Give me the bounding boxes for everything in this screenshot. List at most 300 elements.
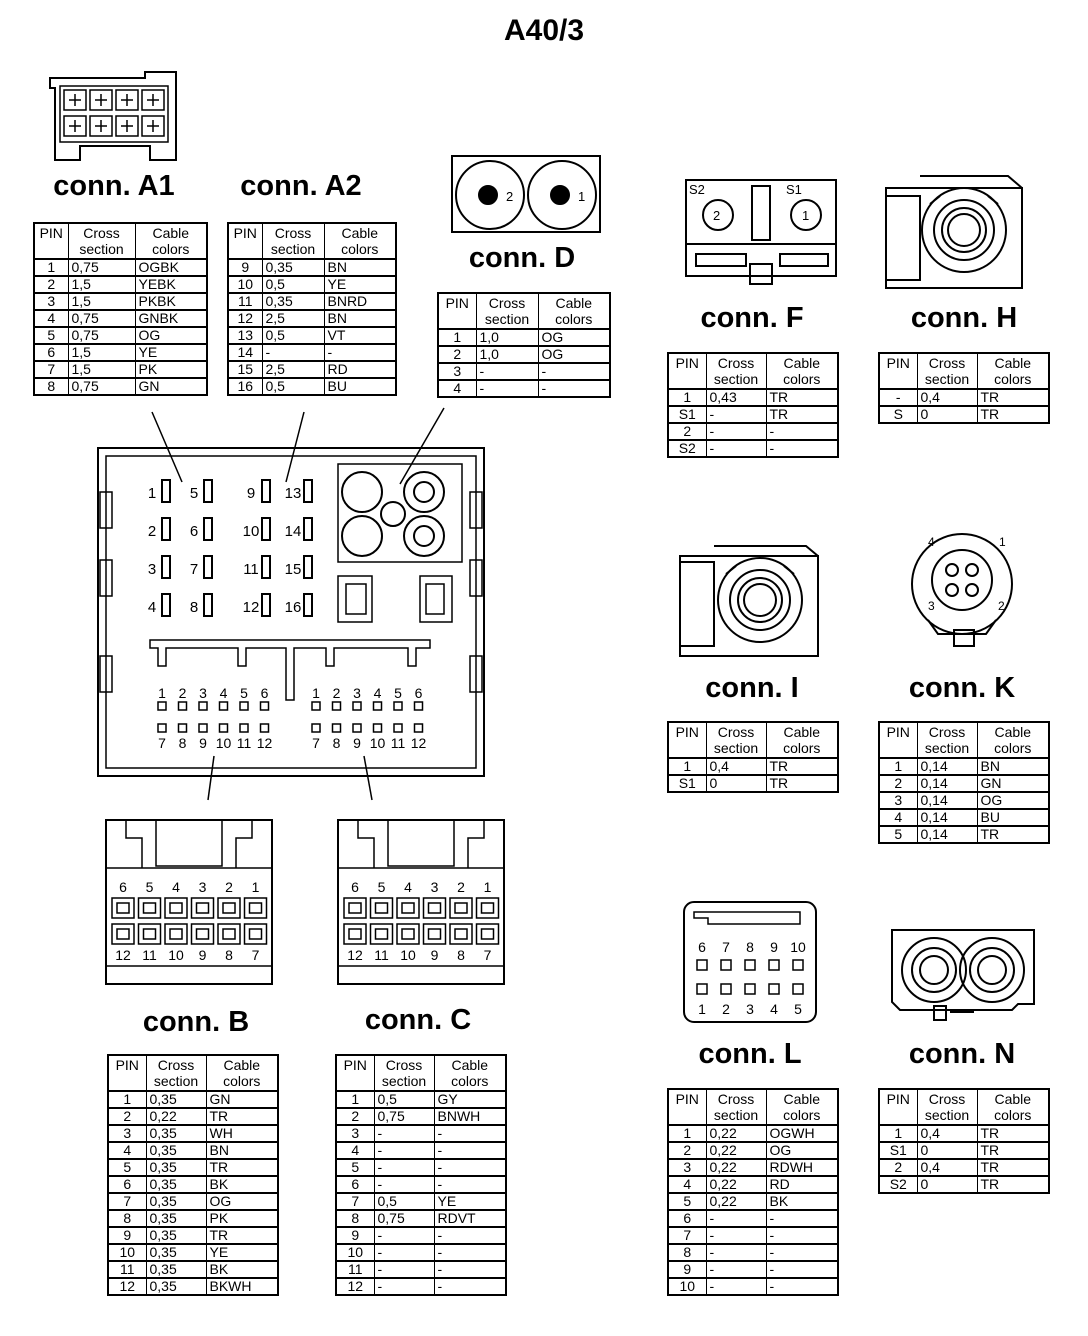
pin-cell: 10 <box>668 1278 706 1295</box>
cross-section-cell: 2,5 <box>262 361 324 378</box>
cross-section-cell: - <box>476 363 538 380</box>
cable-colors-header <box>766 722 838 758</box>
conn-f-pin-label: S2 <box>689 182 705 197</box>
pin-header-text: PIN <box>886 724 910 740</box>
conn-c-cavity <box>397 898 419 918</box>
pin-cell: 14 <box>228 344 262 361</box>
colors-header-line1: Cable <box>223 1057 261 1073</box>
cross-section-cell: 0,35 <box>262 259 324 276</box>
conn-c-pin-label: 12 <box>347 947 363 963</box>
pin-header <box>336 1055 374 1091</box>
main-small-contact <box>353 702 361 710</box>
pin-header <box>668 1089 706 1125</box>
conn-b-cavity <box>112 924 134 944</box>
conn-l-contact <box>793 960 803 970</box>
pin-header-text: PIN <box>886 355 910 371</box>
pin-cell: 7 <box>336 1193 374 1210</box>
cable-color-cell: BNRD <box>324 293 396 310</box>
cross-header-line1: Cross <box>83 225 120 241</box>
cross-section-cell: 0,5 <box>262 276 324 293</box>
pin-cell: 11 <box>228 293 262 310</box>
cross-section-cell: 0,75 <box>374 1108 434 1125</box>
main-pin-label: 7 <box>189 561 199 578</box>
table-row <box>879 809 1049 826</box>
pin-cell: 9 <box>668 1261 706 1278</box>
table-row <box>34 293 207 310</box>
conn-c-pin-label: 9 <box>430 947 439 963</box>
cross-section-cell: 0,5 <box>374 1193 434 1210</box>
conn-l-contact <box>769 960 779 970</box>
colors-header-line1: Cable <box>152 225 190 241</box>
cross-header-line1: Cross <box>928 355 966 371</box>
cable-color-cell: - <box>434 1176 506 1193</box>
pin-cell: 3 <box>108 1125 146 1142</box>
main-small-contact <box>220 702 228 710</box>
pin-header-text: PIN <box>343 1057 367 1073</box>
conn-b-c-drawings <box>106 820 504 984</box>
main-pin-slot <box>304 594 312 616</box>
cross-section-cell: 1,5 <box>68 361 135 378</box>
conn-b-cavity <box>192 924 214 944</box>
pin-cell: 2 <box>879 1159 917 1176</box>
conn-k-drawing <box>912 534 1012 646</box>
table-row <box>879 1125 1049 1142</box>
cable-colors-header <box>977 1089 1049 1125</box>
table-row <box>108 1278 278 1295</box>
pin-cell: 4 <box>336 1142 374 1159</box>
pin-cell: 15 <box>228 361 262 378</box>
table-row <box>668 406 838 423</box>
cable-color-cell: - <box>434 1142 506 1159</box>
conn-i-title: conn. I <box>705 672 799 704</box>
cable-color-cell: BU <box>977 809 1049 826</box>
pin-cell: 12 <box>336 1278 374 1295</box>
table-row <box>108 1261 278 1278</box>
colors-header-line2: colors <box>783 371 821 387</box>
conn-c-cavity <box>371 898 393 918</box>
conn-c-cavity <box>450 898 472 918</box>
colors-header-line2: colors <box>994 740 1032 756</box>
cable-colors-header <box>766 1089 838 1125</box>
main-small-pin-label: 11 <box>236 735 252 751</box>
pin-cell: 4 <box>108 1142 146 1159</box>
pin-cell: 8 <box>34 378 68 395</box>
main-pin-label: 14 <box>284 523 302 540</box>
pin-header-text: PIN <box>675 1091 699 1107</box>
pin-cell: - <box>879 389 917 406</box>
pin-header <box>879 722 917 758</box>
pin-cell: 9 <box>228 259 262 276</box>
pin-header-text: PIN <box>675 724 699 740</box>
cross-header-line1: Cross <box>157 1057 195 1073</box>
main-small-contact <box>312 724 320 732</box>
table-row <box>438 346 610 363</box>
cross-section-cell: 0,75 <box>68 378 135 395</box>
conn-c-cavity <box>344 924 366 944</box>
cable-colors-header <box>206 1055 278 1091</box>
conn-b-pin-label: 6 <box>119 879 127 895</box>
cross-section-cell: - <box>476 380 538 397</box>
conn-i-pin-table <box>667 721 839 793</box>
table-row <box>108 1091 278 1108</box>
cross-section-cell: 0,35 <box>146 1244 206 1261</box>
table-row <box>108 1244 278 1261</box>
cable-color-cell: - <box>434 1227 506 1244</box>
main-pin-slot <box>304 556 312 578</box>
table-row <box>879 758 1049 775</box>
cross-header-line1: Cross <box>928 1091 966 1107</box>
conn-l-contact <box>721 960 731 970</box>
main-small-contact <box>394 724 402 732</box>
cross-section-cell: - <box>706 440 766 457</box>
cross-section-cell: 0,35 <box>146 1193 206 1210</box>
colors-header-line2: colors <box>555 311 593 327</box>
main-small-pin-label: 7 <box>312 735 320 751</box>
table-row <box>34 344 207 361</box>
table-row <box>438 363 610 380</box>
conn-b-cavity <box>218 924 240 944</box>
main-small-pin-label: 10 <box>215 735 232 751</box>
conn-l-pin-label: 8 <box>746 939 754 955</box>
colors-header-line1: Cable <box>994 724 1032 740</box>
cable-colors-header <box>434 1055 506 1091</box>
cable-color-cell: GN <box>206 1091 278 1108</box>
pin-cell: 12 <box>228 310 262 327</box>
pin-cell: 2 <box>668 1142 706 1159</box>
cross-header-line2: section <box>153 1073 199 1089</box>
cross-header-line2: section <box>924 371 970 387</box>
main-small-pin-label: 4 <box>219 685 228 701</box>
cable-color-cell: BU <box>324 378 396 395</box>
conn-f-title: conn. F <box>700 302 804 334</box>
pin-header <box>438 293 476 329</box>
cable-color-cell: - <box>538 380 610 397</box>
cable-color-cell: BK <box>206 1176 278 1193</box>
cable-color-cell: - <box>324 344 396 361</box>
conn-f-pin-label: 2 <box>713 208 721 223</box>
pin-cell: 1 <box>34 259 68 276</box>
cable-color-cell: - <box>766 423 838 440</box>
pin-cell: 2 <box>879 775 917 792</box>
conn-c-cavity <box>344 898 366 918</box>
conn-c-pin-label: 7 <box>483 947 492 963</box>
conn-a1-title: conn. A1 <box>53 170 175 202</box>
cable-color-cell: - <box>538 363 610 380</box>
cable-colors-header <box>324 223 396 259</box>
table-row <box>336 1278 506 1295</box>
colors-header-line1: Cable <box>783 724 821 740</box>
main-pin-label: 12 <box>242 599 260 616</box>
conn-c-pin-label: 4 <box>404 879 412 895</box>
conn-l-title: conn. L <box>698 1038 802 1070</box>
table-row <box>108 1125 278 1142</box>
pin-cell: 3 <box>34 293 68 310</box>
cable-color-cell: - <box>766 1227 838 1244</box>
cable-color-cell: PKBK <box>135 293 207 310</box>
pin-header-text: PIN <box>886 1091 910 1107</box>
cross-section-cell: - <box>374 1176 434 1193</box>
cross-section-cell: - <box>706 1278 766 1295</box>
main-small-contact <box>333 724 341 732</box>
cross-section-cell: 0,35 <box>146 1227 206 1244</box>
pin-cell: 10 <box>108 1244 146 1261</box>
table-row <box>336 1227 506 1244</box>
conn-b-drawing <box>106 820 272 984</box>
conn-c-title: conn. C <box>364 1004 472 1036</box>
conn-c-pin-label: 2 <box>457 879 465 895</box>
cross-section-cell: - <box>374 1142 434 1159</box>
pin-cell: 2 <box>34 276 68 293</box>
main-small-contact <box>261 724 269 732</box>
pin-cell: 2 <box>438 346 476 363</box>
colors-header-line2: colors <box>451 1073 489 1089</box>
pin-header-text: PIN <box>675 355 699 371</box>
cross-section-cell: - <box>706 423 766 440</box>
conn-l-pin-label: 6 <box>698 939 706 955</box>
main-pin-label: 2 <box>147 523 157 540</box>
cross-section-cell: - <box>374 1125 434 1142</box>
table-row <box>668 440 838 457</box>
cross-header-line1: Cross <box>717 355 755 371</box>
table-row <box>34 259 207 276</box>
pin-cell: 10 <box>228 276 262 293</box>
main-pin-slot <box>204 594 212 616</box>
cable-color-cell: TR <box>766 406 838 423</box>
cross-section-cell: 0,14 <box>917 775 977 792</box>
cross-section-cell: - <box>374 1261 434 1278</box>
table-row <box>108 1142 278 1159</box>
pin-cell: S1 <box>879 1142 917 1159</box>
table-row <box>336 1193 506 1210</box>
pin-cell: S <box>879 406 917 423</box>
cable-color-cell: RD <box>324 361 396 378</box>
table-row <box>34 378 207 395</box>
cable-color-cell: OG <box>538 346 610 363</box>
cross-header-line2: section <box>713 371 759 387</box>
cable-color-cell: OG <box>977 792 1049 809</box>
conn-h-drawing <box>886 176 1022 288</box>
conn-b-pin-label: 11 <box>142 947 157 963</box>
conn-f-drawing <box>686 180 836 284</box>
table-row <box>668 1227 838 1244</box>
pin-header-text: PIN <box>445 295 469 311</box>
cable-colors-header <box>977 353 1049 389</box>
table-row <box>228 276 396 293</box>
table-row <box>228 378 396 395</box>
pin-cell: 1 <box>668 1125 706 1142</box>
cable-color-cell: TR <box>206 1227 278 1244</box>
pin-header <box>228 223 262 259</box>
main-small-pin-label: 8 <box>332 735 341 751</box>
main-pin-slot <box>162 480 170 502</box>
table-row <box>668 1159 838 1176</box>
cable-color-cell: RDVT <box>434 1210 506 1227</box>
cable-color-cell: TR <box>206 1108 278 1125</box>
pin-cell: 13 <box>228 327 262 344</box>
conn-c-pin-label: 10 <box>400 947 416 963</box>
pin-header-text: PIN <box>39 225 63 241</box>
main-connector-block <box>98 448 484 776</box>
table-row <box>34 276 207 293</box>
conn-l-pin-label: 10 <box>790 939 806 955</box>
colors-header-line1: Cable <box>341 225 379 241</box>
cable-colors-header <box>977 722 1049 758</box>
cable-color-cell: TR <box>977 1159 1049 1176</box>
pin-cell: 5 <box>108 1159 146 1176</box>
conn-l-contact <box>745 984 755 994</box>
main-pin-slot <box>304 518 312 540</box>
pin-cell: 4 <box>34 310 68 327</box>
cable-color-cell: TR <box>977 1142 1049 1159</box>
conn-n-drawing <box>892 930 1034 1020</box>
conn-b-pin-label: 9 <box>198 947 207 963</box>
cable-color-cell: - <box>434 1278 506 1295</box>
pin-cell: 1 <box>668 758 706 775</box>
cross-header-line1: Cross <box>385 1057 423 1073</box>
main-small-contact <box>415 724 423 732</box>
conn-b-pin-table <box>107 1054 279 1296</box>
conn-k-pin-label: 2 <box>998 599 1005 613</box>
cross-section-cell: 0,14 <box>917 809 977 826</box>
main-small-pin-label: 1 <box>158 685 166 701</box>
cable-color-cell: - <box>434 1159 506 1176</box>
table-row <box>336 1210 506 1227</box>
colors-header-line2: colors <box>223 1073 261 1089</box>
pin-header <box>668 722 706 758</box>
table-row <box>668 1244 838 1261</box>
conn-k-pin-table <box>878 721 1050 844</box>
main-small-contact <box>374 702 382 710</box>
table-row <box>228 361 396 378</box>
pin-cell: 4 <box>879 809 917 826</box>
colors-header-line1: Cable <box>994 355 1032 371</box>
main-small-pin-label: 3 <box>199 685 207 701</box>
table-row <box>879 406 1049 423</box>
cross-section-cell: - <box>706 1244 766 1261</box>
table-row <box>668 758 838 775</box>
pin-cell: 1 <box>108 1091 146 1108</box>
table-row <box>108 1159 278 1176</box>
main-pin-slot <box>204 556 212 578</box>
cable-color-cell: TR <box>977 389 1049 406</box>
conn-b-cavity <box>218 898 240 918</box>
conn-b-cavity <box>245 924 267 944</box>
conn-l-pin-label: 3 <box>746 1001 754 1017</box>
conn-l-pin-label: 1 <box>698 1001 706 1017</box>
cross-section-cell: 0 <box>917 1142 977 1159</box>
conn-k-pin-label: 3 <box>928 599 935 613</box>
table-row <box>108 1193 278 1210</box>
conn-a2-pin-table <box>227 222 397 396</box>
conn-l-contact <box>769 984 779 994</box>
main-small-pin-label: 11 <box>390 735 406 751</box>
conn-l-contact <box>697 960 707 970</box>
cross-section-cell: 0,4 <box>706 758 766 775</box>
main-small-contact <box>199 702 207 710</box>
table-row <box>879 389 1049 406</box>
pin-cell: 5 <box>34 327 68 344</box>
cross-header-line2: section <box>484 311 530 327</box>
main-pin-label: 16 <box>284 599 302 616</box>
cross-section-header <box>706 722 766 758</box>
cable-color-cell: - <box>766 1210 838 1227</box>
conn-b-cavity <box>112 898 134 918</box>
conn-b-cavity <box>139 898 161 918</box>
main-pin-label: 6 <box>189 523 199 540</box>
conn-h-title: conn. H <box>910 302 1018 334</box>
colors-header-line2: colors <box>994 1107 1032 1123</box>
cross-section-cell: 1,0 <box>476 329 538 346</box>
cable-color-cell: OGWH <box>766 1125 838 1142</box>
cable-color-cell: GY <box>434 1091 506 1108</box>
table-row <box>336 1244 506 1261</box>
cable-color-cell: - <box>434 1125 506 1142</box>
conn-f-pin-label: 1 <box>802 208 810 223</box>
conn-c-pin-table <box>335 1054 507 1296</box>
cross-section-cell: 0,35 <box>262 293 324 310</box>
cable-color-cell: GN <box>135 378 207 395</box>
cross-section-cell: - <box>706 1210 766 1227</box>
table-row <box>108 1176 278 1193</box>
table-row <box>668 1278 838 1295</box>
table-row <box>228 259 396 276</box>
cable-color-cell: GN <box>977 775 1049 792</box>
cross-section-cell: - <box>374 1159 434 1176</box>
cross-section-cell: 0,14 <box>917 826 977 843</box>
table-row <box>668 389 838 406</box>
conn-n-pin-table <box>878 1088 1050 1194</box>
pin-cell: 5 <box>879 826 917 843</box>
pin-cell: 8 <box>108 1210 146 1227</box>
conn-h-pin-table <box>878 352 1050 424</box>
main-pin-label: 15 <box>284 561 302 578</box>
table-row <box>336 1125 506 1142</box>
cable-color-cell: - <box>766 1244 838 1261</box>
conn-b-pin-label: 8 <box>225 947 233 963</box>
cable-color-cell: GNBK <box>135 310 207 327</box>
pin-cell: 1 <box>668 389 706 406</box>
pin-cell: 6 <box>34 344 68 361</box>
main-small-contact <box>312 702 320 710</box>
cable-color-cell: RDWH <box>766 1159 838 1176</box>
pin-cell: 3 <box>336 1125 374 1142</box>
main-small-contact <box>158 724 166 732</box>
conn-n-title: conn. N <box>908 1038 1016 1070</box>
cross-header-line2: section <box>381 1073 427 1089</box>
cable-color-cell: OGBK <box>135 259 207 276</box>
cross-section-cell: 0,5 <box>262 378 324 395</box>
conn-d-drawing <box>452 156 600 232</box>
cross-section-cell: 0,14 <box>917 758 977 775</box>
pin-header-text: PIN <box>233 225 257 241</box>
cable-color-cell: YEBK <box>135 276 207 293</box>
cable-color-cell: RD <box>766 1176 838 1193</box>
cross-section-cell: 1,5 <box>68 276 135 293</box>
conn-c-pin-label: 8 <box>457 947 465 963</box>
main-pin-label: 8 <box>189 599 199 616</box>
pin-header <box>668 353 706 389</box>
main-small-contact <box>240 724 248 732</box>
main-pin-slot <box>204 480 212 502</box>
cable-color-cell: - <box>434 1244 506 1261</box>
conn-b-pin-label: 4 <box>172 879 180 895</box>
main-pin-slot <box>304 480 312 502</box>
cable-color-cell: BK <box>206 1261 278 1278</box>
cross-section-cell: 0,4 <box>917 1125 977 1142</box>
table-row <box>228 293 396 310</box>
conn-l-contact <box>697 984 707 994</box>
pin-cell: 9 <box>336 1227 374 1244</box>
